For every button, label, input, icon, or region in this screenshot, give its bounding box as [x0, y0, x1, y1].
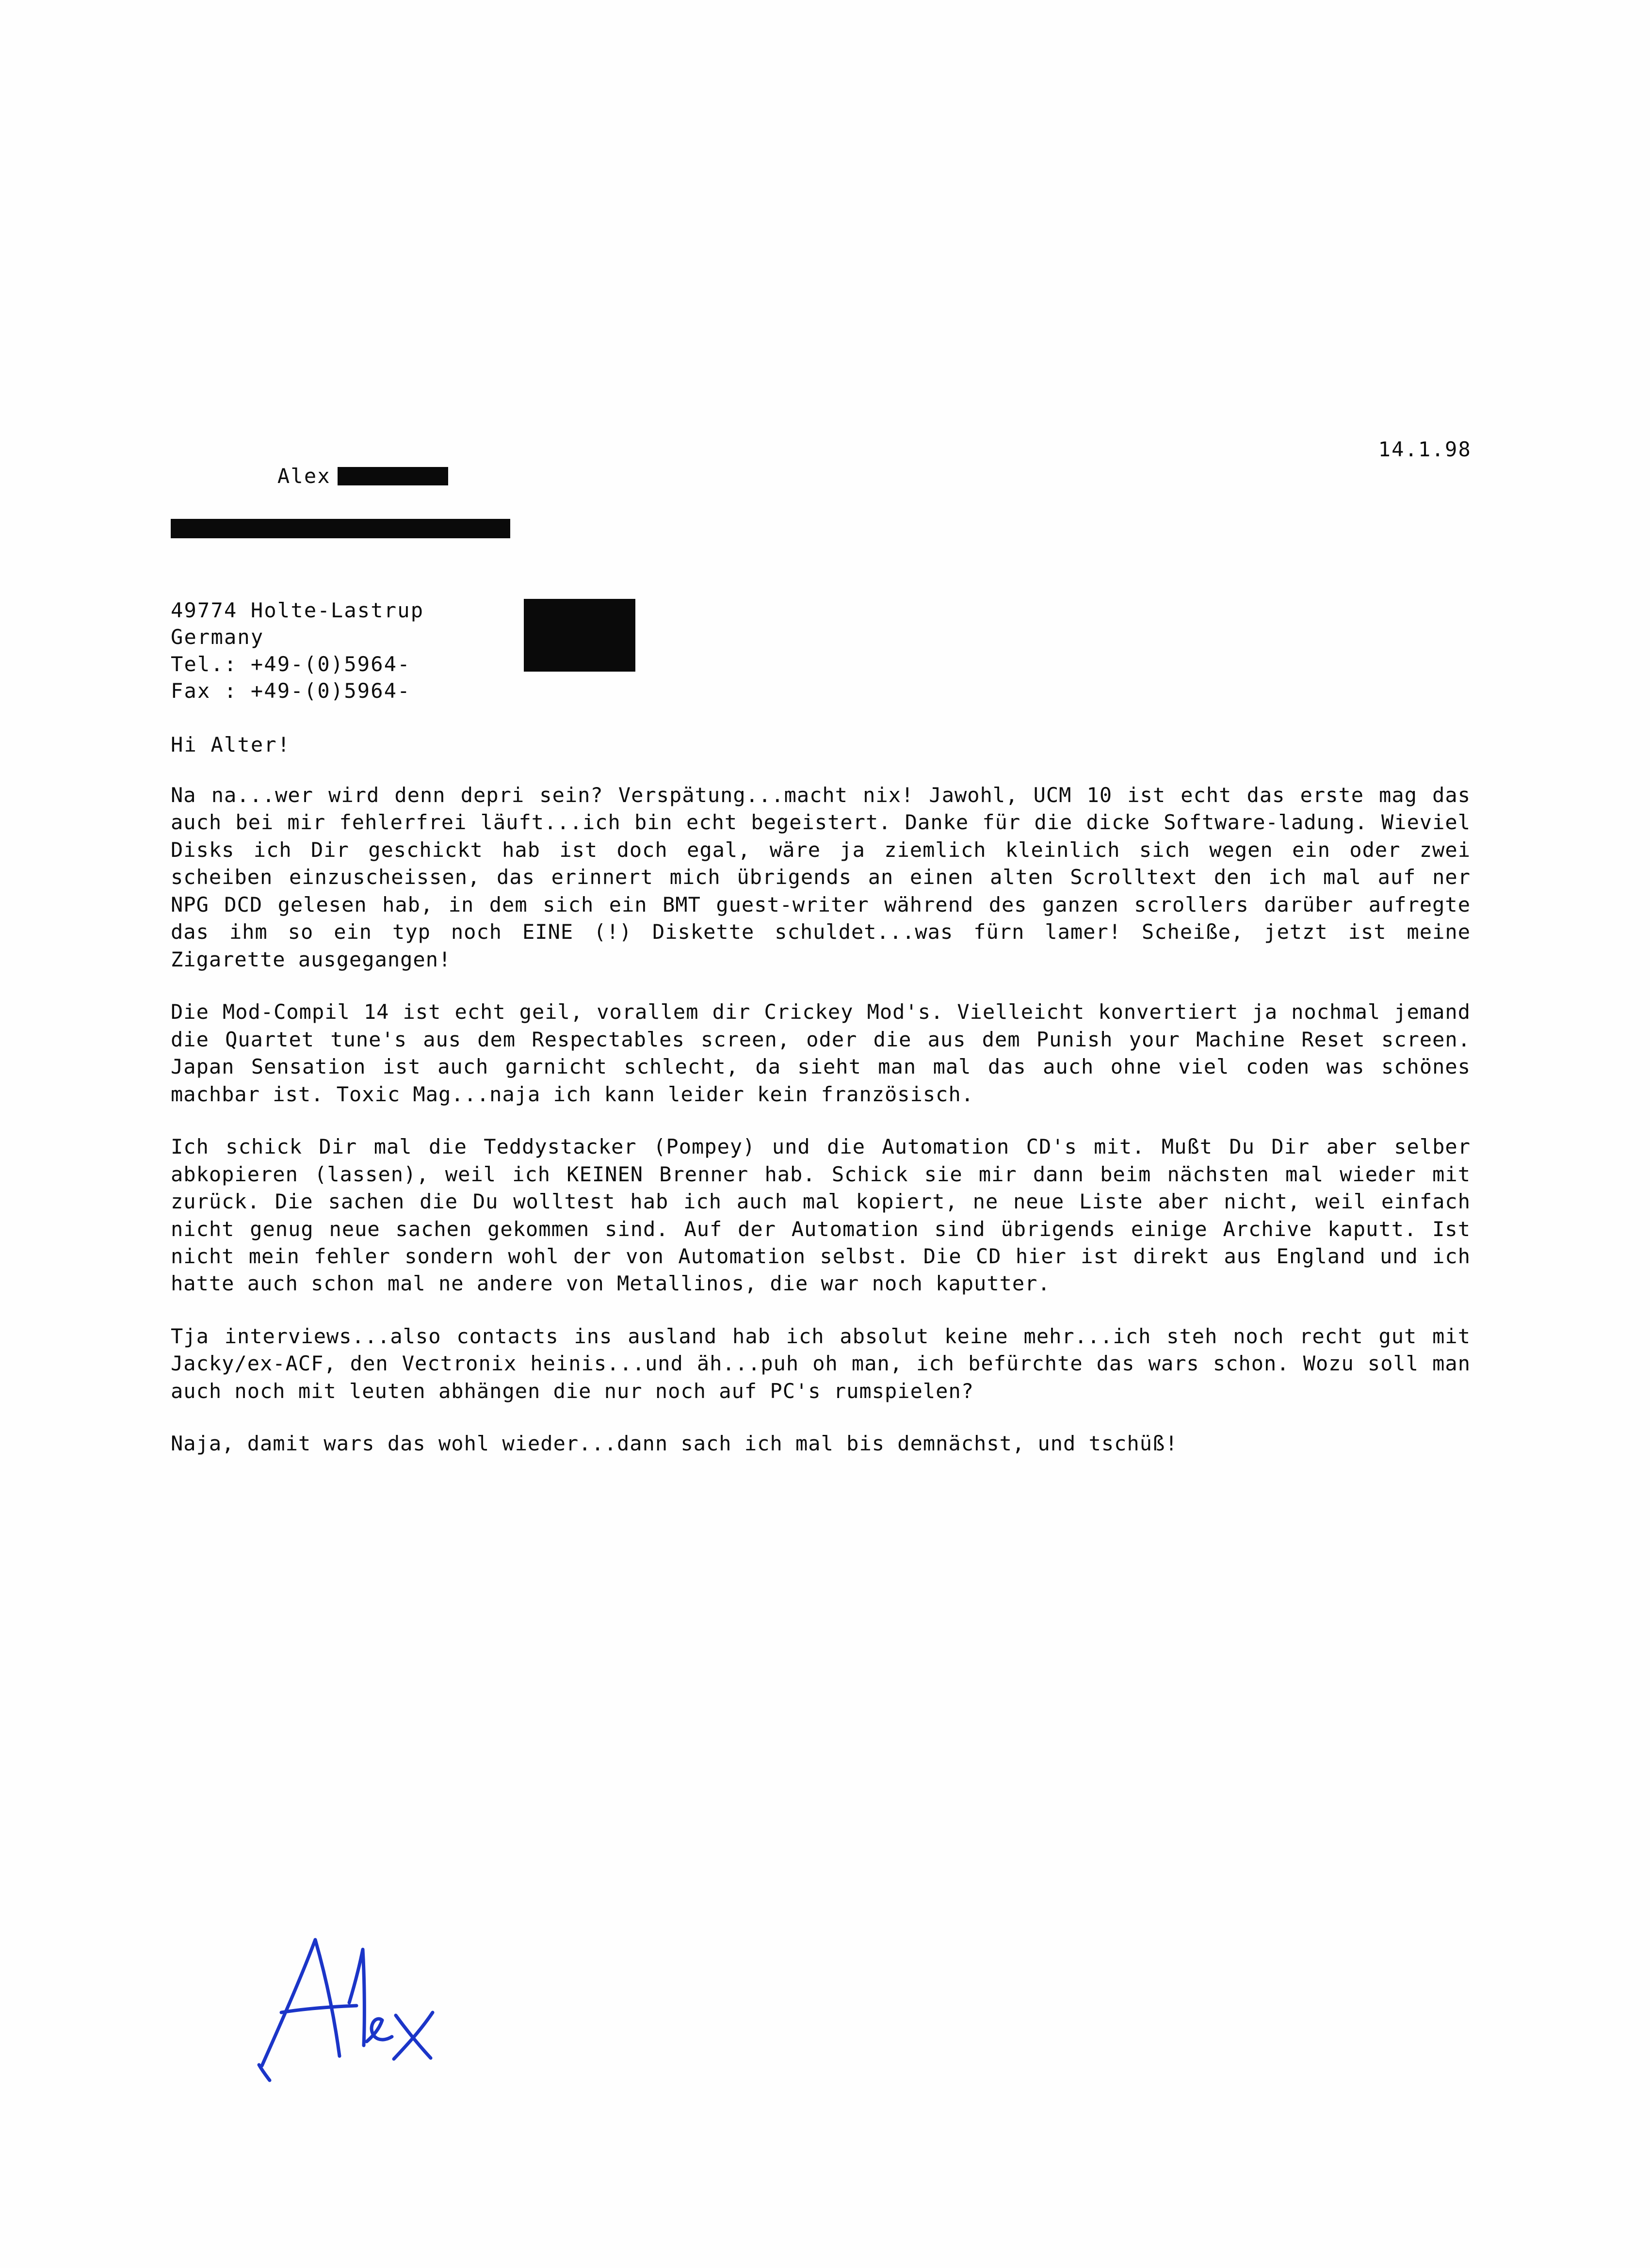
sender-name: Alex [277, 464, 331, 488]
paragraph-1: Na na...wer wird denn depri sein? Verspätung...macht nix! Jawohl, UCM 10 ist echt das erste mag das auch bei mir fehlerfrei läuft...ich bin echt begeistert. Danke für die dicke Software-ladung. Wieviel Disks ich Dir geschickt hab ist doch egal, wäre ja ziemlich kleinlich sich wegen ein oder zwei scheiben einzuscheissen, das erinnert mich übrigends an einen alten Scrolltext den ich mal auf ner NPG DCD gelesen hab, in dem sich ein BMT guest-writer während des ganzen scrollers darüber aufregte das ihm so ein typ noch EINE (!) Diskette schuldet...was fürn lamer! Scheiße, jetzt ist meine Zigarette ausgegangen! [171, 783, 1484, 971]
sender-header [171, 436, 1480, 591]
redaction-bar-street [171, 519, 510, 538]
handwritten-signature [252, 1920, 485, 2085]
redaction-bar-name [338, 467, 448, 485]
letter-date: 14.1.98 [1378, 437, 1472, 461]
paragraph-4: Tja interviews...also contacts ins ausland hab ich absolut keine mehr...ich steh noch recht gut mit Jacky/ex-ACF, den Vectronix heinis...und äh...puh oh man, ich befürchte das wars schon. Wozu soll man auch noch mit leuten abhängen die nur noch auf PC's rumspielen? [171, 1324, 1484, 1403]
address-country: Germany [171, 625, 264, 649]
redaction-bar-phone [524, 599, 635, 672]
paragraph-5: Naja, damit wars das wohl wieder...dann sach ich mal bis demnächst, und tschüß! [171, 1432, 1178, 1456]
paragraph-3: Ich schick Dir mal die Teddystacker (Pompey) und die Automation CD's mit. Mußt Du Dir aber selber abkopieren (lassen), weil ich KEINEN Brenner hab. Schick sie mir dann beim nächsten mal wieder mit zurück. Die sachen die Du wolltest hab ich auch mal kopiert, ne neue Liste aber nicht, weil einfach nicht genug neue sachen gekommen sind. Auf der Automation sind übrigends einige Archive kaputt. Ist nicht mein fehler sondern wohl der von Automation selbst. Die CD hier ist direkt aus England und ich hatte auch schon mal ne andere von Metallinos, die war noch kaputter. [171, 1135, 1484, 1296]
address-city: 49774 Holte-Lastrup [171, 598, 424, 622]
address-fax: Fax : +49-(0)5964- [171, 679, 411, 703]
sender-address [171, 597, 1480, 705]
paragraph-2: Die Mod-Compil 14 ist echt geil, vorallem dir Crickey Mod's. Vielleicht konvertiert ja nochmal jemand die Quartet tune's aus dem Respectables screen, oder die aus dem Punish your Machine Reset screen. Japan Sensation ist auch garnicht schlecht, da sieht man mal das auch ohne viel coden was schönes machbar ist. Toxic Mag...naja ich kann leider kein französisch. [171, 1000, 1484, 1106]
sender-name-line [171, 436, 510, 591]
salutation: Hi Alter! [171, 732, 291, 756]
address-tel: Tel.: +49-(0)5964- [171, 652, 411, 676]
letter-body [171, 436, 1484, 1458]
